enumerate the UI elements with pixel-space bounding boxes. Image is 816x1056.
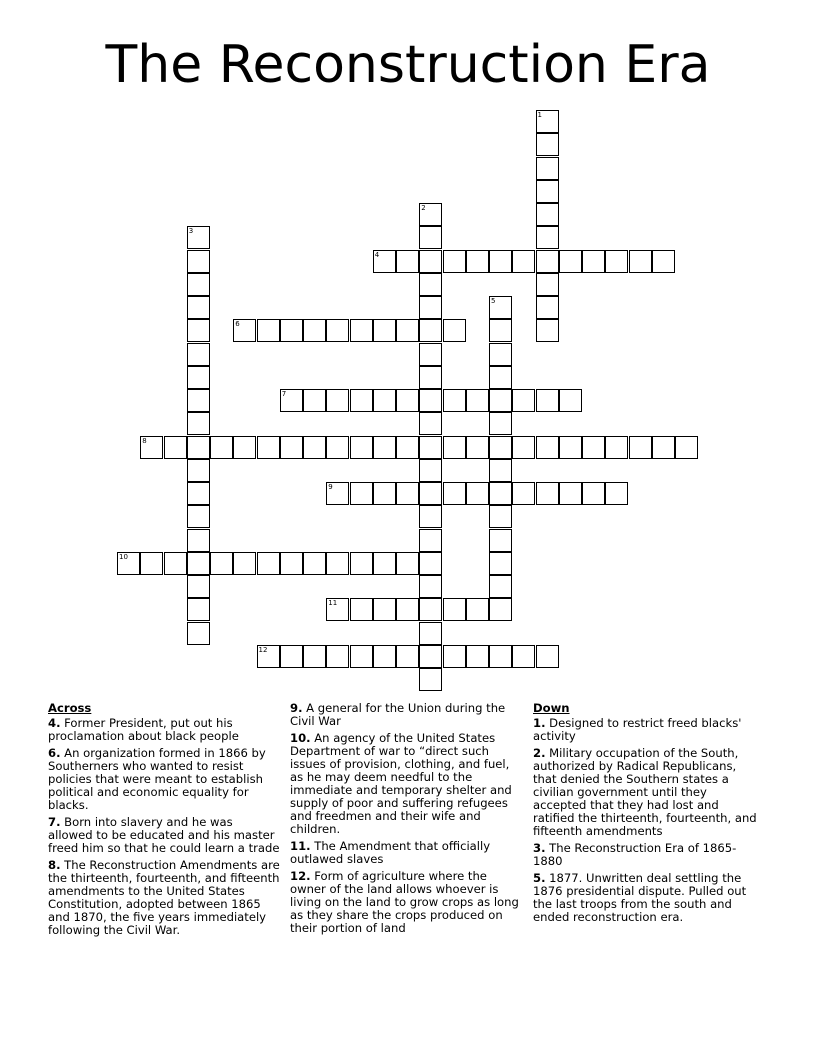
grid-cell[interactable] [303, 319, 326, 342]
clue-down-3 [533, 842, 761, 868]
clue-across-10 [290, 732, 522, 836]
clue-number: 4. [48, 716, 61, 730]
grid-cell[interactable] [280, 552, 303, 575]
grid-cell[interactable] [443, 250, 466, 273]
grid-cell[interactable] [187, 273, 210, 296]
grid-cell[interactable] [350, 319, 373, 342]
grid-cell[interactable] [187, 505, 210, 528]
across-clues-column [48, 702, 280, 941]
grid-cell[interactable] [233, 552, 256, 575]
grid-cell[interactable] [419, 412, 442, 435]
grid-cell[interactable] [257, 645, 280, 668]
grid-cell[interactable] [443, 319, 466, 342]
grid-cell[interactable] [536, 389, 559, 412]
grid-cell[interactable] [419, 436, 442, 459]
grid-cell[interactable] [419, 622, 442, 645]
clue-number: 3. [533, 841, 546, 855]
grid-cell[interactable] [512, 645, 535, 668]
clue-text: A general for the Union during the Civil War [290, 701, 506, 728]
grid-cell[interactable] [303, 645, 326, 668]
grid-cell[interactable] [350, 436, 373, 459]
grid-cell[interactable] [443, 482, 466, 505]
grid-cell[interactable] [536, 296, 559, 319]
grid-cell[interactable] [303, 389, 326, 412]
grid-cell[interactable] [419, 296, 442, 319]
grid-cell[interactable] [396, 645, 419, 668]
clue-text: Form of agriculture where the owner of the land allows whoever is living on the land to grow crops as long as they share the crops produced on their portion of land [290, 869, 519, 935]
grid-cell[interactable] [419, 203, 442, 226]
grid-cell[interactable] [373, 552, 396, 575]
grid-cell[interactable] [489, 412, 512, 435]
grid-cell[interactable] [257, 552, 280, 575]
clue-across-8 [48, 859, 280, 937]
clue-text: Former President, put out his proclamation about black people [48, 716, 239, 743]
clue-number: 6. [48, 746, 61, 760]
grid-cell[interactable] [350, 552, 373, 575]
cell-number: 7 [281, 390, 287, 398]
grid-cell[interactable] [140, 436, 163, 459]
grid-cell[interactable] [419, 575, 442, 598]
grid-cell[interactable] [536, 133, 559, 156]
grid-cell[interactable] [489, 505, 512, 528]
grid-cell[interactable] [675, 436, 698, 459]
grid-cell[interactable] [373, 436, 396, 459]
grid-cell[interactable] [280, 645, 303, 668]
grid-cell[interactable] [419, 645, 442, 668]
clue-text: The Reconstruction Era of 1865-1880 [533, 841, 737, 868]
grid-cell[interactable] [419, 226, 442, 249]
grid-cell[interactable] [605, 436, 628, 459]
clue-number: 10. [290, 731, 311, 745]
grid-cell[interactable] [466, 482, 489, 505]
grid-cell[interactable] [536, 482, 559, 505]
grid-cell[interactable] [466, 250, 489, 273]
cell-number: 10 [119, 552, 128, 561]
grid-cell[interactable] [419, 250, 442, 273]
grid-cell[interactable] [396, 482, 419, 505]
grid-cell[interactable] [419, 552, 442, 575]
grid-cell[interactable] [396, 389, 419, 412]
grid-cell[interactable] [489, 319, 512, 342]
grid-cell[interactable] [629, 436, 652, 459]
grid-cell[interactable] [257, 319, 280, 342]
grid-cell[interactable] [373, 645, 396, 668]
grid-cell[interactable] [210, 436, 233, 459]
grid-cell[interactable] [489, 645, 512, 668]
grid-cell[interactable] [280, 319, 303, 342]
grid-cell[interactable] [373, 250, 396, 273]
cell-number: 6 [235, 320, 240, 329]
grid-cell[interactable] [419, 366, 442, 389]
clue-text: Military occupation of the South, authorized by Radical Republicans, that denied the Southern states a civilian government until they accepted that they had lost and ratified the thirteenth, fourteenth, and fifteenth amendments [533, 746, 757, 838]
grid-cell[interactable] [582, 482, 605, 505]
grid-cell[interactable] [489, 482, 512, 505]
cell-number: 11 [328, 599, 338, 608]
clue-across-11 [290, 840, 522, 866]
grid-cell[interactable] [489, 436, 512, 459]
grid-cell[interactable] [419, 343, 442, 366]
cell-number: 9 [328, 483, 333, 491]
clue-down-5 [533, 872, 761, 924]
grid-cell[interactable] [419, 598, 442, 621]
grid-cell[interactable] [489, 529, 512, 552]
clue-number: 1. [533, 716, 546, 730]
clue-number: 8. [48, 858, 61, 872]
down-heading: Down [533, 701, 570, 715]
grid-cell[interactable] [373, 319, 396, 342]
grid-cell[interactable] [466, 389, 489, 412]
clue-text: An organization formed in 1866 by Southerners who wanted to resist policies that were meant to establish political and economic equality for blacks. [48, 746, 266, 812]
grid-cell[interactable] [326, 389, 349, 412]
grid-cell[interactable] [326, 598, 349, 621]
grid-cell[interactable] [326, 319, 349, 342]
grid-cell[interactable] [187, 552, 210, 575]
grid-cell[interactable] [489, 343, 512, 366]
grid-cell[interactable] [303, 552, 326, 575]
grid-cell[interactable] [233, 436, 256, 459]
grid-cell[interactable] [350, 389, 373, 412]
grid-cell[interactable] [536, 319, 559, 342]
cell-number: 5 [491, 297, 496, 305]
grid-cell[interactable] [652, 250, 675, 273]
grid-cell[interactable] [536, 273, 559, 296]
grid-cell[interactable] [326, 552, 349, 575]
clue-text: An agency of the United States Department of war to “direct such issues of provision, clothing, and fuel, as he may deem needful to the immediate and temporary shelter and supply of poor and suffering refugees and freedmen and their wife and children. [290, 731, 512, 836]
grid-cell[interactable] [187, 366, 210, 389]
grid-cell[interactable] [373, 482, 396, 505]
grid-cell[interactable] [117, 552, 140, 575]
clue-across-4 [48, 717, 280, 743]
grid-cell[interactable] [396, 319, 419, 342]
cell-number: 4 [374, 250, 380, 259]
clue-text: Born into slavery and he was allowed to be educated and his master freed him so that he could learn a trade [48, 815, 280, 855]
clue-text: 1877. Unwritten deal settling the 1876 presidential dispute. Pulled out the last troops from the south and ended reconstruction era. [533, 871, 747, 924]
clue-across-9 [290, 702, 522, 728]
page-title: The Reconstruction Era [105, 35, 711, 95]
cell-number: 12 [258, 645, 268, 654]
grid-cell[interactable] [536, 436, 559, 459]
grid-cell[interactable] [443, 436, 466, 459]
grid-cell[interactable] [350, 598, 373, 621]
grid-cell[interactable] [559, 389, 582, 412]
grid-cell[interactable] [164, 436, 187, 459]
across-heading: Across [48, 701, 92, 715]
grid-cell[interactable] [419, 505, 442, 528]
clue-number: 9. [290, 701, 303, 715]
clue-across-12 [290, 870, 522, 935]
grid-cell[interactable] [605, 250, 628, 273]
grid-cell[interactable] [512, 250, 535, 273]
clue-across-7 [48, 816, 280, 855]
grid-cell[interactable] [466, 645, 489, 668]
grid-cell[interactable] [489, 575, 512, 598]
grid-cell[interactable] [140, 552, 163, 575]
clue-text: The Reconstruction Amendments are the thirteenth, fourteenth, and fifteenth amendments to the United States Constitution, adopted between 1865 and 1870, the five years immediately following the Civil War. [48, 858, 280, 937]
grid-cell[interactable] [559, 482, 582, 505]
grid-cell[interactable] [489, 296, 512, 319]
grid-cell[interactable] [187, 622, 210, 645]
cell-number: 1 [537, 111, 542, 119]
grid-cell[interactable] [419, 529, 442, 552]
grid-cell[interactable] [233, 319, 256, 342]
grid-cell[interactable] [512, 389, 535, 412]
grid-cell[interactable] [303, 436, 326, 459]
grid-cell[interactable] [164, 552, 187, 575]
grid-cell[interactable] [512, 436, 535, 459]
grid-cell[interactable] [629, 250, 652, 273]
grid-cell[interactable] [489, 389, 512, 412]
grid-cell[interactable] [257, 436, 280, 459]
grid-cell[interactable] [536, 110, 559, 133]
grid-cell[interactable] [582, 436, 605, 459]
grid-cell[interactable] [536, 645, 559, 668]
grid-cell[interactable] [605, 482, 628, 505]
grid-cell[interactable] [373, 389, 396, 412]
clue-number: 5. [533, 871, 546, 885]
clue-number: 2. [533, 746, 546, 760]
grid-cell[interactable] [396, 436, 419, 459]
grid-cell[interactable] [187, 296, 210, 319]
grid-cell[interactable] [466, 436, 489, 459]
grid-cell[interactable] [210, 552, 233, 575]
grid-cell[interactable] [419, 459, 442, 482]
grid-cell[interactable] [489, 598, 512, 621]
grid-cell[interactable] [396, 598, 419, 621]
grid-cell[interactable] [187, 319, 210, 342]
grid-cell[interactable] [280, 389, 303, 412]
grid-cell[interactable] [536, 157, 559, 180]
grid-cell[interactable] [512, 482, 535, 505]
grid-cell[interactable] [419, 319, 442, 342]
clue-number: 11. [290, 839, 311, 853]
grid-cell[interactable] [187, 529, 210, 552]
clue-text: The Amendment that officially outlawed slaves [290, 839, 491, 866]
grid-cell[interactable] [280, 436, 303, 459]
clue-number: 7. [48, 815, 61, 829]
clue-across-6 [48, 747, 280, 812]
grid-cell[interactable] [326, 645, 349, 668]
cell-number: 2 [421, 204, 426, 212]
grid-cell[interactable] [489, 552, 512, 575]
grid-cell[interactable] [350, 482, 373, 505]
grid-cell[interactable] [419, 482, 442, 505]
grid-cell[interactable] [489, 250, 512, 273]
grid-cell[interactable] [559, 250, 582, 273]
grid-cell[interactable] [373, 598, 396, 621]
cell-number: 8 [142, 436, 147, 445]
grid-cell[interactable] [489, 366, 512, 389]
grid-cell[interactable] [466, 598, 489, 621]
grid-cell[interactable] [536, 203, 559, 226]
grid-cell[interactable] [443, 598, 466, 621]
cell-number: 3 [188, 227, 194, 236]
clue-down-1 [533, 717, 761, 743]
grid-cell[interactable] [559, 436, 582, 459]
grid-cell[interactable] [187, 226, 210, 249]
grid-cell[interactable] [187, 482, 210, 505]
grid-cell[interactable] [443, 645, 466, 668]
grid-cell[interactable] [187, 389, 210, 412]
grid-cell[interactable] [187, 412, 210, 435]
grid-cell[interactable] [582, 250, 605, 273]
clue-number: 12. [290, 869, 311, 883]
grid-cell[interactable] [187, 459, 210, 482]
grid-cell[interactable] [419, 273, 442, 296]
grid-cell[interactable] [536, 226, 559, 249]
across-clues-column-continued [290, 702, 522, 939]
grid-cell[interactable] [187, 343, 210, 366]
grid-cell[interactable] [419, 389, 442, 412]
grid-cell[interactable] [187, 436, 210, 459]
grid-cell[interactable] [396, 250, 419, 273]
grid-cell[interactable] [187, 250, 210, 273]
grid-cell[interactable] [489, 459, 512, 482]
grid-cell[interactable] [187, 598, 210, 621]
grid-cell[interactable] [396, 552, 419, 575]
grid-cell[interactable] [419, 668, 442, 691]
grid-cell[interactable] [350, 645, 373, 668]
grid-cell[interactable] [536, 180, 559, 203]
grid-cell[interactable] [443, 389, 466, 412]
down-clues-column [533, 702, 761, 928]
clue-down-2 [533, 747, 761, 838]
grid-cell[interactable] [326, 436, 349, 459]
grid-cell[interactable] [652, 436, 675, 459]
clue-text: Designed to restrict freed blacks' activity [533, 716, 742, 743]
grid-cell[interactable] [187, 575, 210, 598]
grid-cell[interactable] [536, 250, 559, 273]
grid-cell[interactable] [326, 482, 349, 505]
